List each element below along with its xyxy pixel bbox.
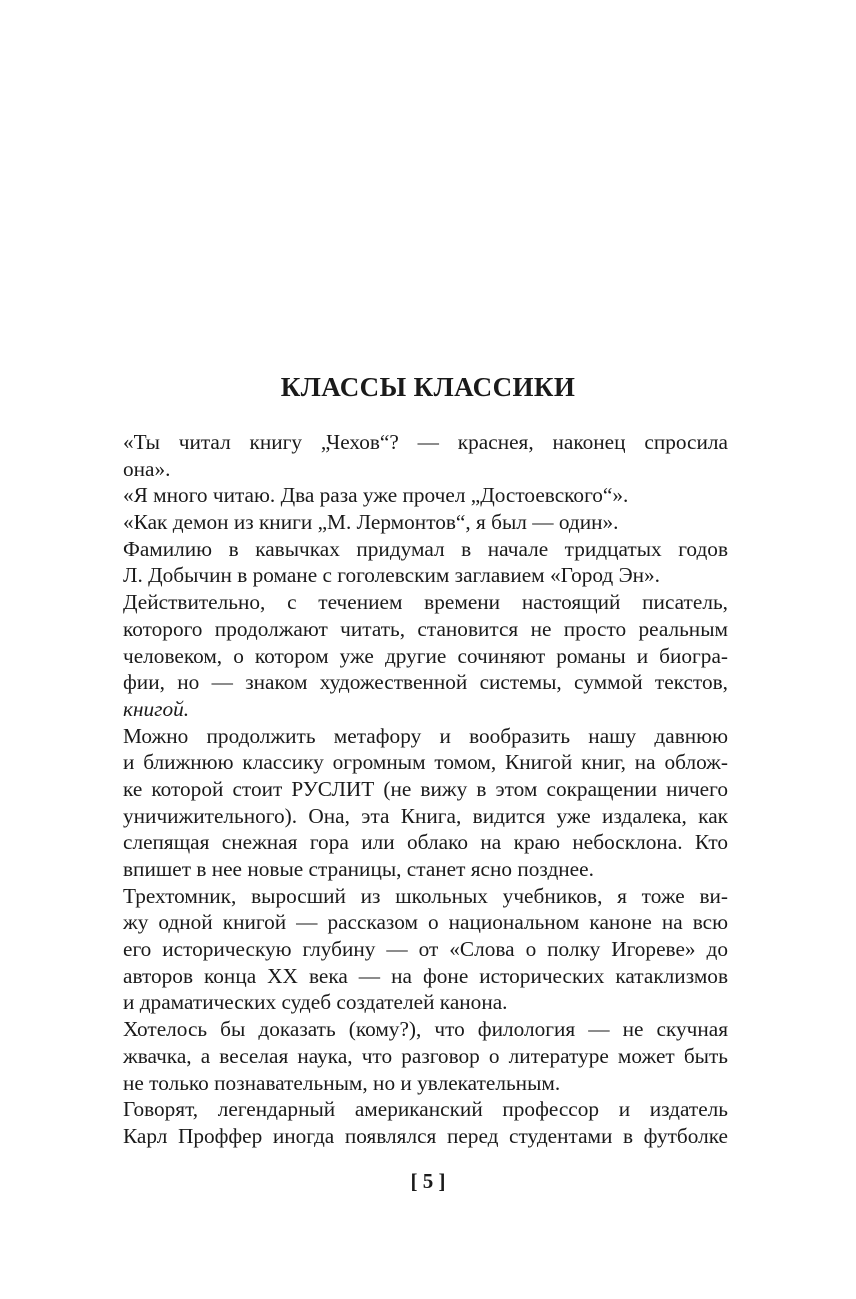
text-line: Трехтомник, выросший из школьных учебников, я тоже ви- bbox=[123, 883, 728, 908]
text-line: Говорят, легендарный американский профессор и издатель bbox=[123, 1097, 728, 1122]
text-line: которого продолжают читать, становится не просто реальным bbox=[123, 616, 728, 641]
text-line: Можно продолжить метафору и вообразить нашу давнюю bbox=[123, 723, 728, 748]
italic-word: книгой. bbox=[123, 696, 190, 721]
text-line: ке которой стоит РУСЛИТ (не вижу в этом сокращении ничего bbox=[123, 776, 728, 801]
paragraph bbox=[123, 589, 728, 722]
page-number: [ 5 ] bbox=[410, 1169, 446, 1193]
text-line: жвачка, а веселая наука, что разговор о литературе может быть bbox=[123, 1043, 728, 1068]
text-line: уничижительного). Она, эта Книга, видится уже издалека, как bbox=[123, 803, 728, 828]
text-line: не только познавательным, но и увлекательным. bbox=[123, 1070, 561, 1095]
text-line: она». bbox=[123, 456, 171, 481]
text-line: и ближнюю классику огромным томом, Книгой книг, на облож- bbox=[123, 750, 728, 775]
paragraph bbox=[123, 883, 728, 1016]
paragraph bbox=[123, 1016, 728, 1096]
paragraph bbox=[123, 429, 728, 482]
paragraph bbox=[123, 536, 728, 589]
paragraph bbox=[123, 482, 728, 509]
text-line: его историческую глубину — от «Слова о полку Игореве» до bbox=[123, 937, 728, 962]
text-line: «Ты читал книгу „Чехов“? — краснея, наконец спросила bbox=[123, 430, 728, 454]
text-line: и драматических судеб создателей канона. bbox=[123, 990, 508, 1015]
chapter-body bbox=[123, 429, 728, 1150]
text-line: Карл Проффер иногда появлялся перед студентами в футболке bbox=[123, 1123, 728, 1148]
text-line: фии, но — знаком художественной системы, суммой текстов, bbox=[123, 670, 728, 695]
text-line: Хотелось бы доказать (кому?), что филология — не скучная bbox=[123, 1017, 728, 1042]
chapter-title: КЛАССЫ КЛАССИКИ bbox=[280, 372, 576, 402]
text-line bbox=[123, 696, 728, 723]
text-line: Действительно, с течением времени настоящий писатель, bbox=[123, 590, 728, 615]
text-line: жу одной книгой — рассказом о национальном каноне на всю bbox=[123, 910, 728, 935]
text-line: человеком, о котором уже другие сочиняют романы и биогра- bbox=[123, 643, 728, 668]
text-line: впишет в нее новые страницы, станет ясно позднее. bbox=[123, 857, 594, 881]
text-line: авторов конца XX века — на фоне исторических катаклизмов bbox=[123, 963, 728, 988]
text-line: «Я много читаю. Два раза уже прочел „Достоевского“». bbox=[123, 483, 629, 508]
paragraph bbox=[123, 723, 728, 883]
text-line: Л. Добычин в романе с гоголевским заглавием «Город Эн». bbox=[123, 563, 660, 588]
paragraph bbox=[123, 1096, 728, 1149]
text-line: слепящая снежная гора или облако на краю небосклона. Кто bbox=[123, 830, 728, 855]
text-line: «Как демон из книги „М. Лермонтов“, я был — один». bbox=[123, 510, 619, 535]
paragraph bbox=[123, 509, 728, 536]
text-line: Фамилию в кавычках придумал в начале тридцатых годов bbox=[123, 536, 728, 561]
